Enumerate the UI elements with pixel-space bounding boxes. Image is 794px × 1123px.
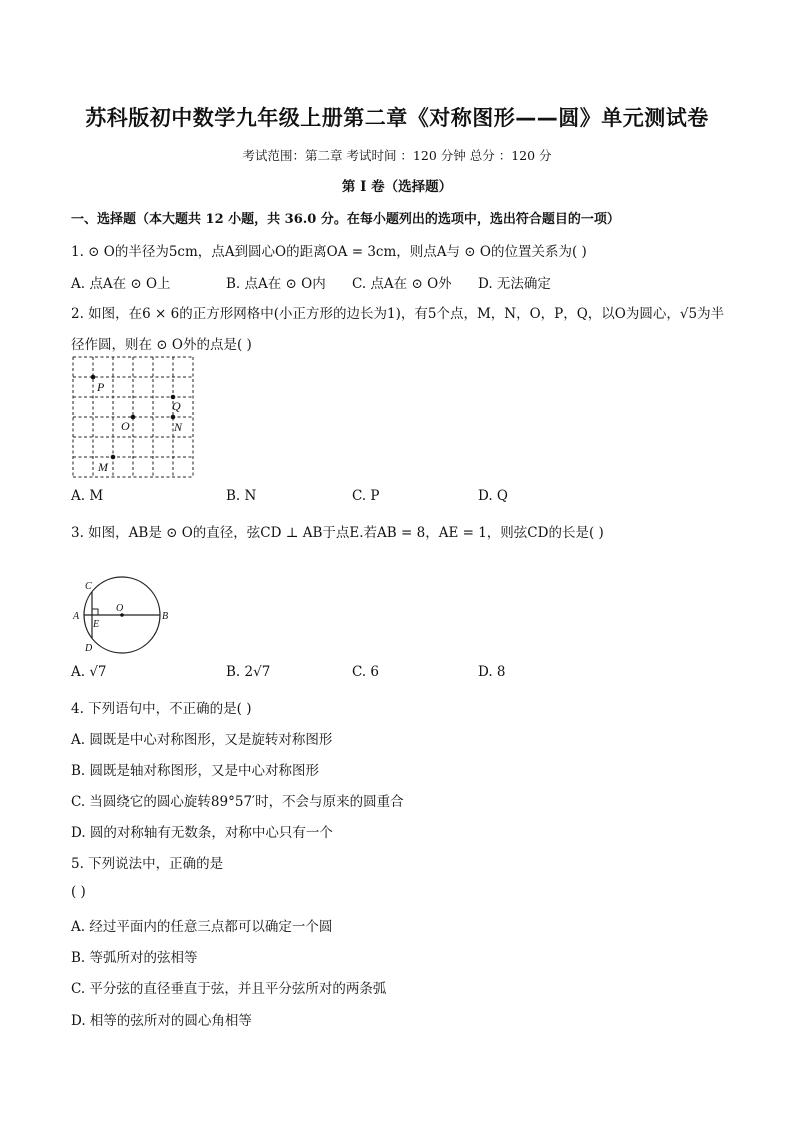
- question-5-stem: 5. 下列说法中，正确的是: [71, 856, 224, 872]
- question-3-stem: 3. 如图，AB是 ⊙ O的直径，弦CD ⊥ AB于点E.若AB = 8，AE = 1，则弦CD的长是( ): [71, 525, 604, 541]
- exam-info: 考试范围：第二章 考试时间 ：120 分钟 总分 ：120 分: [242, 148, 552, 163]
- q3-option-c: C. 6: [352, 664, 380, 680]
- q4-option-c: C. 当圆绕它的圆心旋转89°57′时，不会与原来的圆重合: [71, 794, 404, 810]
- q3-option-a: A. √7: [71, 664, 107, 680]
- q1-option-d: D. 无法确定: [478, 276, 551, 292]
- question-1-stem: 1. ⊙ O的半径为5cm，点A到圆心O的距离OA = 3cm，则点A与 ⊙ O的位置关系为( ): [71, 244, 587, 260]
- question-2-stem-line2: 径作圆，则在 ⊙ O外的点是( ): [71, 337, 252, 353]
- point-p: [91, 375, 96, 380]
- label-q: Q: [172, 399, 181, 413]
- point-m: [111, 455, 116, 460]
- q5-option-a: A. 经过平面内的任意三点都可以确定一个圆: [71, 919, 333, 935]
- q5-option-b: B. 等弧所对的弦相等: [71, 950, 198, 966]
- q2-option-c: C. P: [352, 488, 380, 504]
- q5-option-c: C. 平分弦的直径垂直于弦，并且平分弦所对的两条弧: [71, 981, 387, 997]
- q3-option-d: D. 8: [478, 664, 506, 680]
- label-e: E: [93, 619, 100, 630]
- q2-option-a: A. M: [71, 488, 104, 504]
- label-o: O: [121, 419, 130, 433]
- q4-option-a: A. 圆既是中心对称图形，又是旋转对称图形: [71, 732, 333, 748]
- question-2-stem-line1: 2. 如图，在6 × 6的正方形网格中(小正方形的边长为1)，有5个点，M，N，O，P，Q，以O为圆心，√5为半: [71, 306, 725, 322]
- q1-option-c: C. 点A在 ⊙ O外: [352, 276, 452, 292]
- question-5-bracket: ( ): [71, 884, 86, 900]
- label-b: B: [162, 611, 169, 622]
- volume-heading: 第 I 卷（选择题）: [341, 179, 453, 195]
- point-o: [131, 415, 136, 420]
- label-n: N: [174, 420, 183, 434]
- label-p: P: [97, 380, 105, 394]
- label-o: O: [116, 603, 124, 614]
- q1-option-a: A. 点A在 ⊙ O上: [71, 276, 171, 292]
- grid-figure: [72, 356, 196, 480]
- q3-option-b: B. 2√7: [226, 664, 271, 680]
- q4-option-d: D. 圆的对称轴有无数条，对称中心只有一个: [71, 825, 333, 841]
- section-heading: 一、选择题（本大题共 12 小题，共 36.0 分。在每小题列出的选项中，选出符合题目的一项）: [71, 212, 620, 227]
- circle-figure: [68, 573, 178, 657]
- point-n: [171, 415, 176, 420]
- q2-option-b: B. N: [226, 488, 257, 504]
- question-4-stem: 4. 下列语句中，不正确的是( ): [71, 701, 252, 717]
- q4-option-b: B. 圆既是轴对称图形，又是中心对称图形: [71, 763, 320, 779]
- right-angle-mark: [92, 609, 98, 615]
- page-title: 苏科版初中数学九年级上册第二章《对称图形——圆》单元测试卷: [85, 106, 709, 130]
- q5-option-d: D. 相等的弦所对的圆心角相等: [71, 1013, 252, 1029]
- q1-option-b: B. 点A在 ⊙ O内: [226, 276, 326, 292]
- label-d: D: [85, 643, 93, 654]
- label-c: C: [85, 581, 92, 592]
- q2-option-d: D. Q: [478, 488, 508, 504]
- label-a: A: [73, 611, 80, 622]
- label-m: M: [98, 460, 108, 474]
